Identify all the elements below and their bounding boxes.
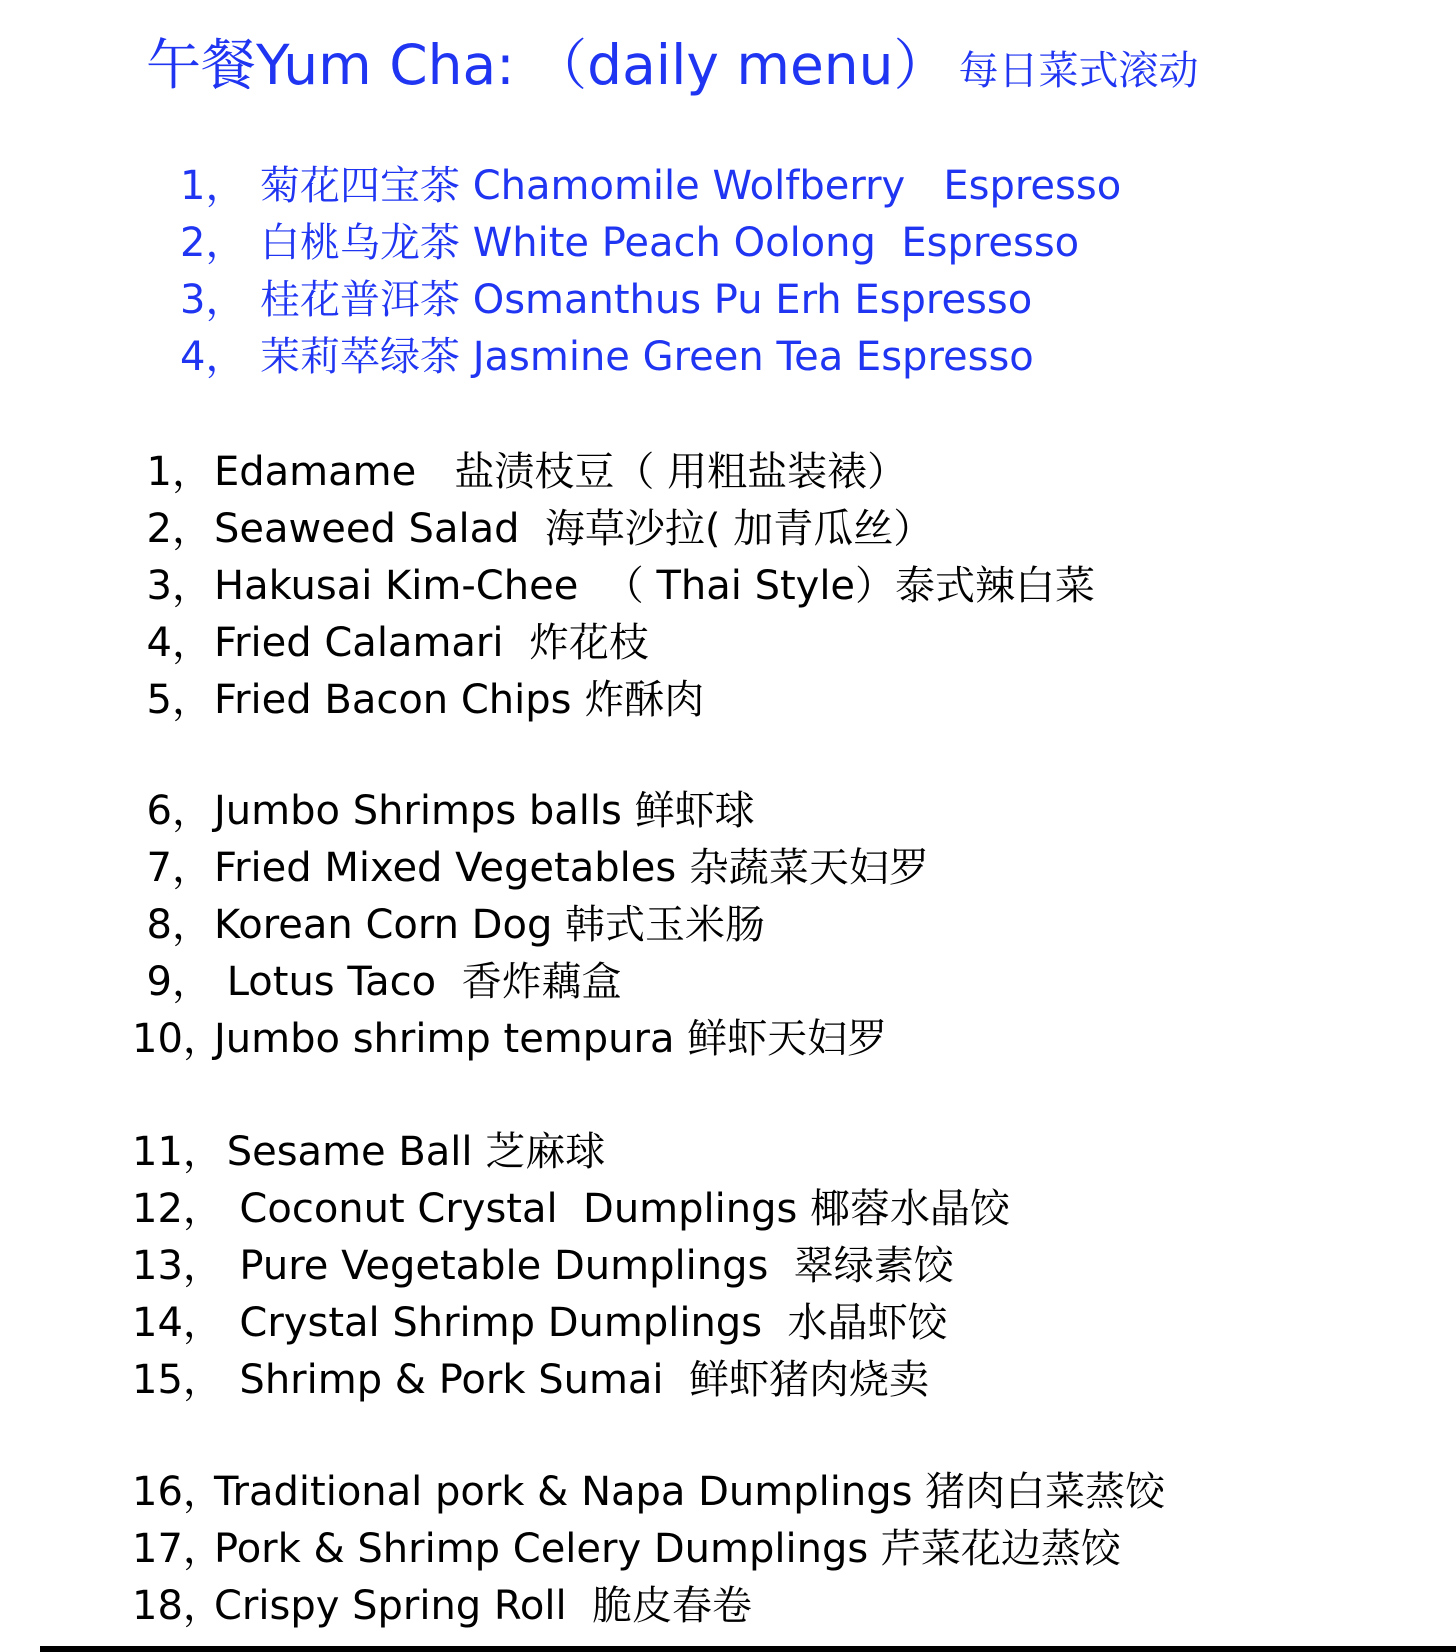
menu-group-dumplings — [132, 1124, 1010, 1409]
menu-item-name: Korean Corn Dog 韩式玉米肠 — [214, 902, 766, 948]
tea-item — [180, 329, 1121, 386]
menu-item-name: Lotus Taco 香炸藕盒 — [214, 959, 622, 1005]
menu-item — [132, 672, 1095, 729]
menu-item — [132, 1295, 1010, 1352]
menu-item-name: Traditional pork & Napa Dumplings 猪肉白菜蒸饺 — [214, 1469, 1166, 1515]
tea-item-name: 茉莉萃绿茶 Jasmine Green Tea Espresso — [260, 334, 1034, 380]
menu-item-name: Seaweed Salad 海草沙拉( 加青瓜丝） — [214, 506, 934, 552]
menu-item-number: 3， — [146, 563, 212, 609]
menu-item — [132, 1464, 1165, 1521]
menu-item-number: 1， — [146, 449, 212, 495]
menu-item — [132, 1352, 1010, 1409]
menu-item — [132, 501, 1095, 558]
menu-item-name: Jumbo Shrimps balls 鲜虾球 — [214, 788, 755, 834]
title-main: 午餐Yum Cha: （daily menu） — [146, 33, 949, 97]
menu-item-name: Jumbo shrimp tempura 鲜虾天妇罗 — [214, 1016, 888, 1062]
menu-item-number: 13， — [132, 1243, 223, 1289]
menu-item-name: Coconut Crystal Dumplings 椰蓉水晶饺 — [214, 1186, 1011, 1232]
menu-item — [132, 840, 929, 897]
menu-item — [132, 1124, 1010, 1181]
menu-group-steamed — [132, 1464, 1165, 1635]
menu-item-number: 14， — [132, 1300, 223, 1346]
menu-item-number: 10， — [132, 1016, 223, 1062]
menu-item-number: 5， — [146, 677, 212, 723]
menu-item-name: Sesame Ball 芝麻球 — [214, 1129, 606, 1175]
menu-item-number: 12， — [132, 1186, 223, 1232]
menu-item-name: Shrimp & Pork Sumai 鲜虾猪肉烧卖 — [214, 1357, 929, 1403]
menu-item — [132, 954, 929, 1011]
menu-group-fried — [132, 783, 929, 1068]
menu-item-name: Crystal Shrimp Dumplings 水晶虾饺 — [214, 1300, 948, 1346]
title-subtitle: 每日菜式滚动 — [958, 48, 1199, 94]
tea-item-number: 4， — [180, 334, 246, 380]
menu-item-number: 6， — [146, 788, 212, 834]
menu-item — [132, 615, 1095, 672]
menu-item-name: Hakusai Kim-Chee （ Thai Style）泰式辣白菜 — [214, 563, 1096, 609]
menu-item-name: Pure Vegetable Dumplings 翠绿素饺 — [214, 1243, 954, 1289]
tea-list — [180, 158, 1121, 386]
tea-item-name: 白桃乌龙茶 White Peach Oolong Espresso — [260, 220, 1080, 266]
menu-item-number: 7， — [146, 845, 212, 891]
menu-item-number: 8， — [146, 902, 212, 948]
tea-item-number: 3， — [180, 277, 246, 323]
menu-item — [132, 1011, 929, 1068]
tea-item-number: 1， — [180, 163, 246, 209]
menu-group-appetizers — [132, 444, 1095, 729]
menu-item-number: 16， — [132, 1469, 223, 1515]
menu-item-number: 2， — [146, 506, 212, 552]
menu-item — [132, 1181, 1010, 1238]
menu-item-name: Fried Mixed Vegetables 杂蔬菜天妇罗 — [214, 845, 929, 891]
menu-item-number: 9， — [146, 959, 212, 1005]
menu-item-name: Edamame 盐渍枝豆（ 用粗盐装裱） — [214, 449, 908, 495]
page-title — [146, 30, 1199, 114]
menu-item-number: 4， — [146, 620, 212, 666]
menu-item-number: 18， — [132, 1583, 223, 1629]
tea-item — [180, 272, 1121, 329]
menu-item — [132, 444, 1095, 501]
menu-item — [132, 1521, 1165, 1578]
menu-item — [132, 558, 1095, 615]
menu-item — [132, 1238, 1010, 1295]
menu-item-name: Crispy Spring Roll 脆皮春卷 — [214, 1583, 753, 1629]
tea-item — [180, 158, 1121, 215]
menu-item-name: Pork & Shrimp Celery Dumplings 芹菜花边蒸饺 — [214, 1526, 1121, 1572]
tea-item-name: 桂花普洱茶 Osmanthus Pu Erh Espresso — [260, 277, 1033, 323]
bottom-divider — [40, 1646, 1456, 1652]
tea-item-number: 2， — [180, 220, 246, 266]
menu-item-name: Fried Bacon Chips 炸酥肉 — [214, 677, 705, 723]
menu-item — [132, 1578, 1165, 1635]
menu-item — [132, 897, 929, 954]
tea-item-name: 菊花四宝茶 Chamomile Wolfberry Espresso — [260, 163, 1122, 209]
menu-item-number: 11， — [132, 1129, 223, 1175]
menu-item — [132, 783, 929, 840]
menu-item-number: 15， — [132, 1357, 223, 1403]
tea-item — [180, 215, 1121, 272]
menu-item-name: Fried Calamari 炸花枝 — [214, 620, 649, 666]
menu-item-number: 17， — [132, 1526, 223, 1572]
